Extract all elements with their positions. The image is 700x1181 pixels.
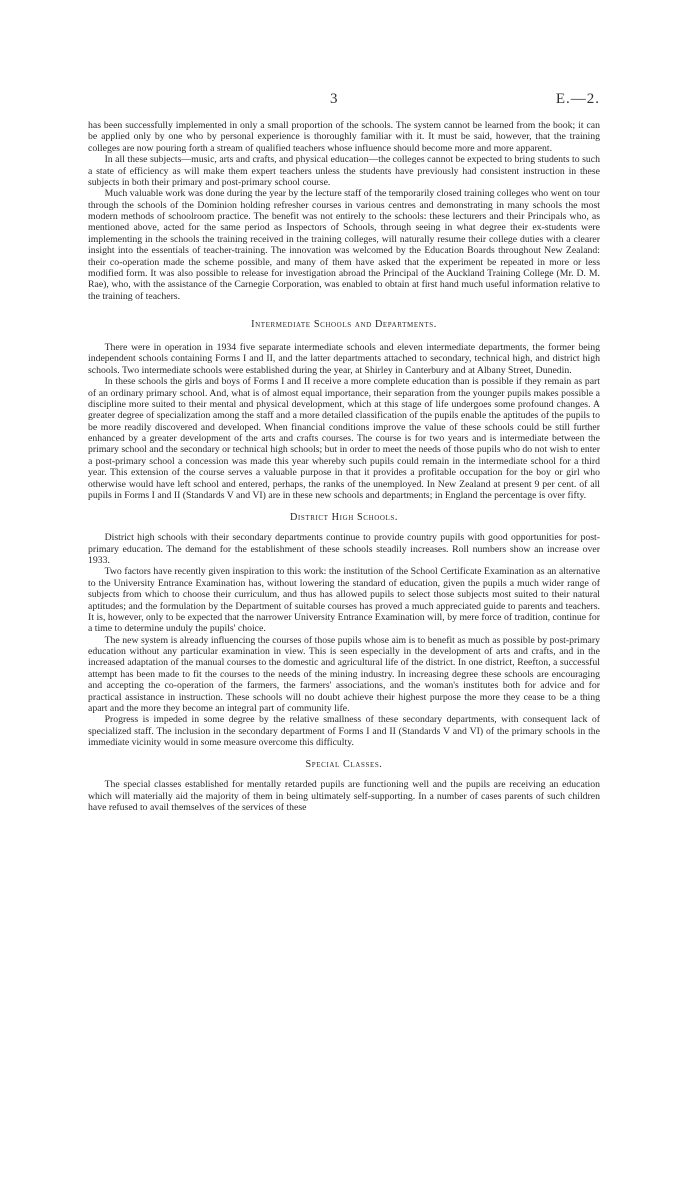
section-heading: Special Classes.: [305, 759, 383, 771]
report-code: E.—2.: [555, 91, 600, 107]
intro-section: [88, 120, 600, 302]
paragraph: There were in operation in 1934 five separate intermediate schools and eleven intermediate departments, the former being independent schools containing Forms I and II, and the latter departments attached to secondary, technical high, and district high schools. Two intermediate schools were established during the year, at Shirley in Canterbury and at Albany Street, Dunedin.: [88, 342, 600, 376]
paragraph: The special classes established for mentally retarded pupils are functioning well and the pupils are receiving an education which will materially aid the majority of them in being ultimately self-supporting. In a number of cases parents of such children have refused to avail themselves of the services of these: [88, 779, 600, 814]
district-section: [88, 501, 600, 748]
intermediate-section: [88, 302, 600, 501]
paragraph: In these schools the girls and boys of Forms I and II receive a more complete education than is possible if they remain as part of an ordinary primary school. And, what is of almost equal importance, their separation from the younger pupils makes possible a discipline more suited to their mental and physical development, which at this stage of life undergoes some profound changes. A greater degree of specialization among the staff and a more detailed classification of the pupils enable the aptitudes of the pupils to be more readily discovered and developed. When financial conditions improve the value of these schools could be still further enhanced by a greater development of the arts and crafts courses. The course is for two years and is intermediate between the primary school and the secondary or technical high schools; but in order to meet the needs of those pupils who do not wish to enter a post-primary school a concession was made this year whereby such pupils could remain in the intermediate school for a third year. This extension of the course serves a valuable purpose in that it provides a profitable occupation for the boy or girl who otherwise would have left school and entered, perhaps, the ranks of the unemployed. In New Zealand at present 9 per cent. of all pupils in Forms I and II (Standards V and VI) are in these new schools and departments; in England the percentage is over fifty.: [88, 376, 600, 501]
section-heading: District High Schools.: [289, 512, 399, 524]
paragraph: Much valuable work was done during the year by the lecture staff of the temporarily closed training colleges who went on tour through the schools of the Dominion holding refresher courses in various centres and demonstrating in many schools the most modern methods of schoolroom practice. The benefit was not entirely to the schools: these lecturers and their Principals who, as mentioned above, acted for the same period as Inspectors of Schools, through seeing in what degree their ex-students were implementing in the schools the training received in the training colleges, will naturally resume their college duties with a clearer insight into the essentials of teacher-training. The innovation was welcomed by the Education Boards throughout New Zealand: their co-operation made the scheme possible, and many of them have asked that the experiment be repeated in more or less modified form. It was also possible to release for investigation abroad the Principal of the Auckland Training College (Mr. D. M. Rae), who, with the assistance of the Carnegie Corporation, was enabled to obtain at first hand much useful information relative to the training of teachers.: [88, 188, 600, 302]
paragraph: has been successfully implemented in only a small proportion of the schools. The system cannot be learned from the book; it can be applied only by one who by personal experience is thoroughly familiar with it. It must be said, however, that the training colleges are now pouring forth a stream of qualified teachers whose influence should become more and more apparent.: [88, 120, 600, 154]
section-heading: Intermediate Schools and Departments.: [251, 319, 437, 330]
page-header: [330, 91, 600, 111]
document-body: [88, 120, 600, 814]
paragraph: Two factors have recently given inspiration to this work: the institution of the School Certificate Examination as an alternative to the University Entrance Examination has, without lowering the standard of education, given the pupils a much wider range of subjects from which to choose their curriculum, and thus has allowed pupils to select those subjects most suited to their natural aptitudes; and the formulation by the Department of suitable courses has proved a much appreciated guide to parents and teachers. It is, however, only to be expected that the narrower University Entrance Examination will, by mere force of tradition, continue for a time to determine unduly the pupils' choice.: [88, 566, 600, 635]
paragraph: In all these subjects—music, arts and crafts, and physical education—the colleges cannot be expected to bring students to such a state of efficiency as will make them expert teachers unless the students have previously had consistent instruction in these subjects in both their primary and post-primary school course.: [88, 154, 600, 188]
paragraph: Progress is impeded in some degree by the relative smallness of these secondary departments, with consequent lack of specialized staff. The inclusion in the secondary department of Forms I and II (Standards V and VI) of the primary schools in the immediate vicinity would in some measure overcome this difficulty.: [88, 714, 600, 748]
paragraph: The new system is already influencing the courses of those pupils whose aim is to benefit as much as possible by post-primary education without any particular examination in view. This is seen especially in the development of arts and crafts, and in the increased adaptation of the manual courses to the domestic and agricultural life of the district. In one district, Reefton, a successful attempt has been made to fit the courses to the needs of the mining industry. In increasing degree these schools are encouraging and accepting the co-operation of the farmers, the farmers' associations, and the woman's institutes both for advice and for practical assistance in instruction. These schools will no doubt achieve their highest purpose the more they cease to be a thing apart and the more they become an integral part of community life.: [88, 634, 600, 714]
special-section: [88, 748, 600, 813]
page-number: 3: [330, 91, 338, 107]
paragraph: District high schools with their secondary departments continue to provide country pupils with good opportunities for post-primary education. The demand for the establishment of these schools steadily increases. Roll numbers show an increase over 1933.: [88, 532, 600, 566]
